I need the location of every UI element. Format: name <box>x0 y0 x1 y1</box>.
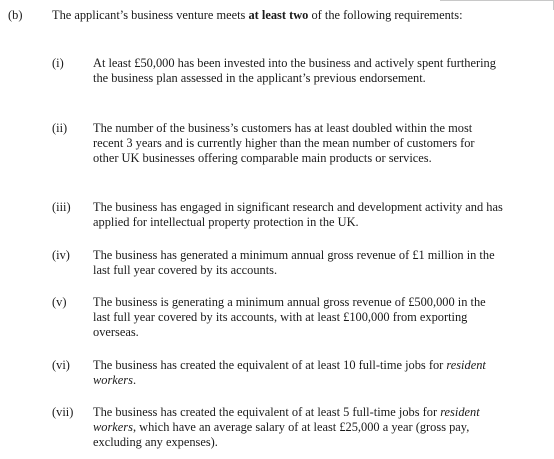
requirement-label: (v) <box>52 295 67 309</box>
requirement-label: (iii) <box>52 200 71 214</box>
clause-intro-text-end: of the following requirements: <box>308 8 463 22</box>
requirement-text: The business is generating a minimum annual gross revenue of £500,000 in the last full year covered by its accounts, with at least £100,000 from exporting overseas. <box>93 295 486 339</box>
requirement-text: The business has engaged in significant research and development activity and has applied for intellectual property protection in the UK. <box>93 200 503 229</box>
clause-intro-text: The applicant’s business venture meets <box>52 8 249 22</box>
requirement-text <box>93 358 503 388</box>
requirement-text-end: , which have an average salary of at least £25,000 a year (gross pay, excluding any expenses). <box>93 420 470 449</box>
requirement-text-start: The business has created the equivalent of at least 10 full-time jobs for <box>93 358 447 372</box>
requirement-text: The number of the business’s customers has at least doubled within the most recent 3 years and is currently higher than the mean number of customers for other UK businesses offering comparable main products or services. <box>93 121 475 165</box>
requirement-text <box>93 405 503 450</box>
requirement-label: (i) <box>52 56 64 70</box>
requirement-label: (vii) <box>52 405 74 419</box>
clause-label: (b) <box>8 8 23 22</box>
requirement-text-end: . <box>132 373 137 387</box>
defined-term: resident workers <box>93 405 480 434</box>
requirement-label: (iv) <box>52 248 70 262</box>
requirement-label: (ii) <box>52 121 68 135</box>
clause-intro-emphasis: at least two <box>248 8 309 22</box>
requirement-text: The business has generated a minimum annual gross revenue of £1 million in the last full year covered by its accounts. <box>93 248 495 277</box>
requirement-text-start: The business has created the equivalent of at least 5 full-time jobs for <box>93 405 441 419</box>
requirement-text: At least £50,000 has been invested into the business and actively spent furthering the business plan assessed in the applicant’s previous endorsement. <box>93 56 496 85</box>
requirement-label: (vi) <box>52 358 70 372</box>
defined-term: resident workers <box>93 358 486 387</box>
clause-intro <box>52 8 492 23</box>
page-border-top <box>440 0 554 1</box>
